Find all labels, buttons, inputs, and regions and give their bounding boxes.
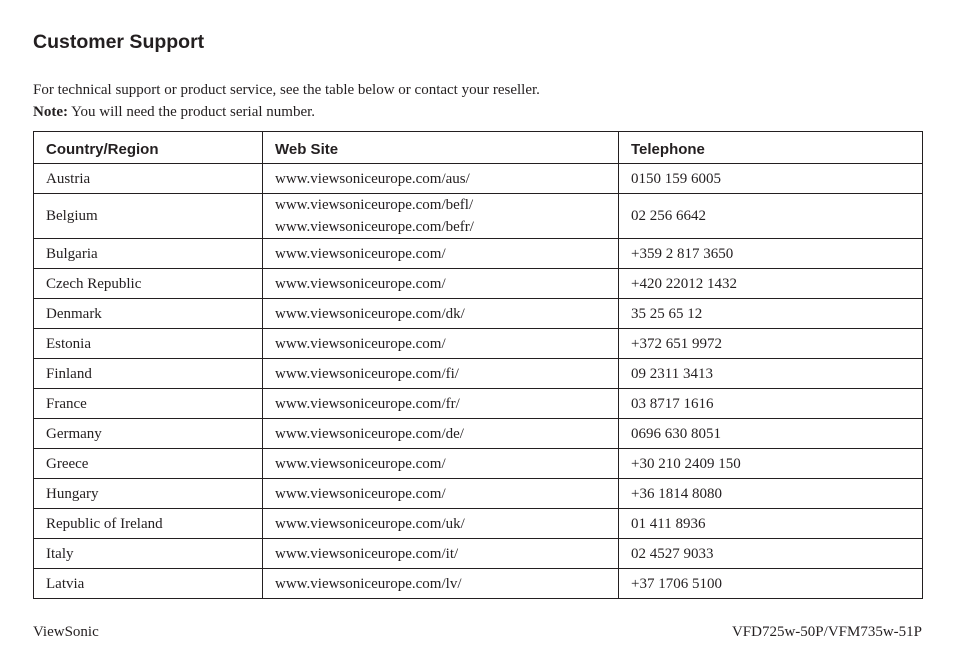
header-country: Country/Region bbox=[34, 132, 263, 164]
support-table bbox=[33, 131, 923, 599]
website-link[interactable]: www.viewsoniceurope.com/ bbox=[275, 455, 446, 472]
website-cell bbox=[263, 239, 619, 269]
table-row bbox=[34, 479, 923, 509]
website-link[interactable]: www.viewsoniceurope.com/fi/ bbox=[275, 365, 459, 382]
website-link[interactable]: www.viewsoniceurope.com/befr/ bbox=[275, 219, 474, 235]
table-row bbox=[34, 329, 923, 359]
telephone-cell: 01 411 8936 bbox=[619, 509, 923, 539]
website-link[interactable]: www.viewsoniceurope.com/dk/ bbox=[275, 305, 465, 322]
website-cell bbox=[263, 539, 619, 569]
intro-line: For technical support or product service, see the table below or contact your reseller. bbox=[33, 82, 540, 98]
country-cell: Czech Republic bbox=[34, 269, 263, 299]
website-cell bbox=[263, 269, 619, 299]
header-telephone: Telephone bbox=[619, 132, 923, 164]
telephone-cell: 0696 630 8051 bbox=[619, 419, 923, 449]
table-row bbox=[34, 509, 923, 539]
telephone-cell: +36 1814 8080 bbox=[619, 479, 923, 509]
table-header-row bbox=[34, 132, 923, 164]
country-cell: Latvia bbox=[34, 569, 263, 599]
table-row bbox=[34, 569, 923, 599]
country-cell: Belgium bbox=[34, 194, 263, 239]
telephone-cell: 02 4527 9033 bbox=[619, 539, 923, 569]
telephone-cell: +372 651 9972 bbox=[619, 329, 923, 359]
telephone-cell: 03 8717 1616 bbox=[619, 389, 923, 419]
telephone-cell: 35 25 65 12 bbox=[619, 299, 923, 329]
country-cell: Germany bbox=[34, 419, 263, 449]
website-cell bbox=[263, 569, 619, 599]
country-cell: Hungary bbox=[34, 479, 263, 509]
website-cell bbox=[263, 299, 619, 329]
table-row bbox=[34, 194, 923, 239]
note-line bbox=[33, 101, 540, 123]
country-cell: France bbox=[34, 389, 263, 419]
website-cell bbox=[263, 164, 619, 194]
website-link[interactable]: www.viewsoniceurope.com/lv/ bbox=[275, 575, 462, 592]
table-row bbox=[34, 389, 923, 419]
page-title: Customer Support bbox=[33, 31, 205, 53]
telephone-cell: +37 1706 5100 bbox=[619, 569, 923, 599]
country-cell: Estonia bbox=[34, 329, 263, 359]
website-link[interactable]: www.viewsoniceurope.com/uk/ bbox=[275, 515, 465, 532]
telephone-cell: 0150 159 6005 bbox=[619, 164, 923, 194]
country-cell: Austria bbox=[34, 164, 263, 194]
website-cell bbox=[263, 479, 619, 509]
telephone-cell: +30 210 2409 150 bbox=[619, 449, 923, 479]
country-cell: Finland bbox=[34, 359, 263, 389]
table-body bbox=[34, 164, 923, 599]
website-cell bbox=[263, 509, 619, 539]
website-link[interactable]: www.viewsoniceurope.com/it/ bbox=[275, 545, 459, 562]
note-text: You will need the product serial number. bbox=[67, 104, 316, 120]
website-link[interactable]: www.viewsoniceurope.com/ bbox=[275, 335, 446, 352]
website-link[interactable]: www.viewsoniceurope.com/aus/ bbox=[275, 170, 470, 187]
table-row bbox=[34, 299, 923, 329]
country-cell: Denmark bbox=[34, 299, 263, 329]
country-cell: Greece bbox=[34, 449, 263, 479]
website-cell bbox=[263, 359, 619, 389]
website-cell bbox=[263, 449, 619, 479]
note-label: Note: bbox=[33, 104, 68, 120]
footer-model: VFD725w-50P/VFM735w-51P bbox=[731, 624, 922, 640]
header-website: Web Site bbox=[263, 132, 619, 164]
table-row bbox=[34, 539, 923, 569]
website-cell bbox=[263, 194, 619, 239]
website-cell bbox=[263, 329, 619, 359]
website-cell bbox=[263, 419, 619, 449]
telephone-cell: 02 256 6642 bbox=[619, 194, 923, 239]
telephone-cell: 09 2311 3413 bbox=[619, 359, 923, 389]
country-cell: Republic of Ireland bbox=[34, 509, 263, 539]
website-cell bbox=[263, 389, 619, 419]
footer-brand: ViewSonic bbox=[33, 624, 99, 640]
website-link[interactable]: www.viewsoniceurope.com/fr/ bbox=[275, 395, 460, 412]
website-link[interactable]: www.viewsoniceurope.com/ bbox=[275, 245, 446, 262]
country-cell: Bulgaria bbox=[34, 239, 263, 269]
telephone-cell: +420 22012 1432 bbox=[619, 269, 923, 299]
table-row bbox=[34, 359, 923, 389]
intro-text bbox=[33, 79, 540, 123]
website-link[interactable]: www.viewsoniceurope.com/de/ bbox=[275, 425, 464, 442]
table-row bbox=[34, 449, 923, 479]
website-link[interactable]: www.viewsoniceurope.com/befl/ bbox=[275, 197, 474, 213]
table-row bbox=[34, 239, 923, 269]
table-row bbox=[34, 419, 923, 449]
table-row bbox=[34, 164, 923, 194]
telephone-cell: +359 2 817 3650 bbox=[619, 239, 923, 269]
website-link[interactable]: www.viewsoniceurope.com/ bbox=[275, 275, 446, 292]
website-link[interactable]: www.viewsoniceurope.com/ bbox=[275, 485, 446, 502]
table-row bbox=[34, 269, 923, 299]
country-cell: Italy bbox=[34, 539, 263, 569]
